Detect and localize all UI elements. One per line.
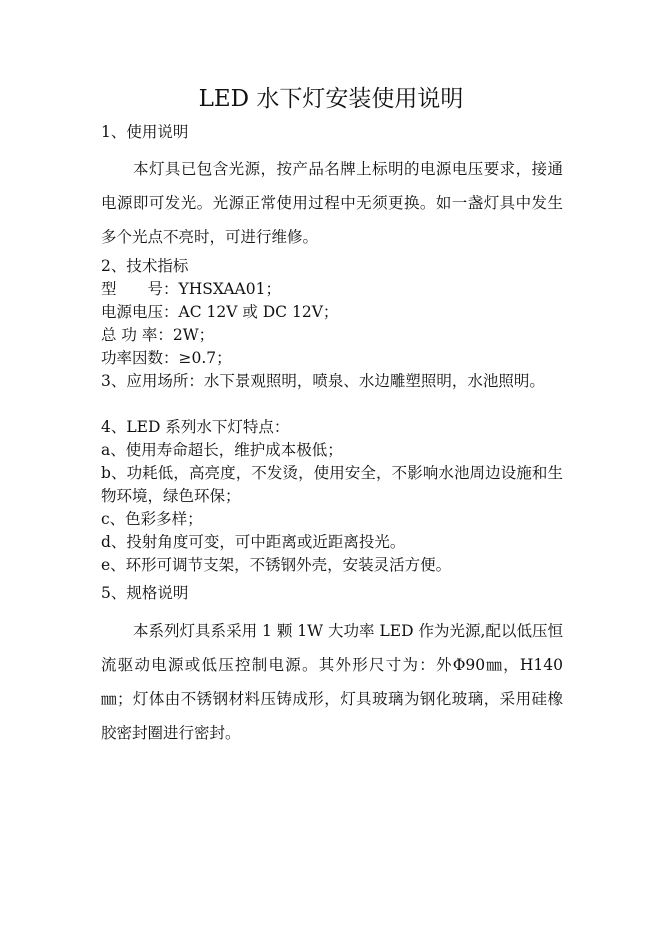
feature-e: e、环形可调节支架，不锈钢外壳，安装灵活方便。 — [101, 556, 452, 574]
feature-d: d、投射角度可变，可中距离或近距离投光。 — [101, 533, 406, 551]
spec-power: 总 功 率：2W； — [101, 326, 215, 344]
spec-model: 型 号：YHSXAA01； — [101, 280, 281, 298]
section-heading-features: 4、LED 系列水下灯特点： — [101, 418, 290, 436]
document-title: LED 水下灯安装使用说明 — [198, 86, 464, 112]
spec-voltage: 电源电压：AC 12V 或 DC 12V； — [101, 303, 339, 321]
section-heading-specs: 2、技术指标 — [101, 257, 189, 275]
specifications-paragraph: 本系列灯具系采用 1 颗 1W 大功率 LED 作为光源,配以低压恒流驱动电源或低压控制电源。其外形尺寸为：外Φ90㎜，H140㎜；灯体由不锈钢材料压铸成形，灯具玻璃为钢化玻璃，采用硅橡胶密封圈进行密封。 — [101, 622, 563, 742]
feature-c: c、色彩多样； — [101, 510, 203, 528]
feature-a: a、使用寿命超长，维护成本极低； — [101, 441, 343, 459]
section-heading-specifications: 5、规格说明 — [101, 584, 189, 602]
section-heading-usage: 1、使用说明 — [101, 123, 189, 141]
spec-power-factor: 功率因数：≥0.7； — [101, 349, 232, 367]
feature-b: b、功耗低，高亮度，不发烫，使用安全，不影响水池周边设施和生物环境，绿色环保； — [101, 464, 563, 505]
usage-paragraph: 本灯具已包含光源，按产品名牌上标明的电源电压要求，接通电源即可发光。光源正常使用过程中无须更换。如一盏灯具中发生多个光点不亮时，可进行维修。 — [101, 160, 563, 246]
application-paragraph: 3、应用场所：水下景观照明，喷泉、水边雕塑照明，水池照明。 — [101, 372, 545, 390]
